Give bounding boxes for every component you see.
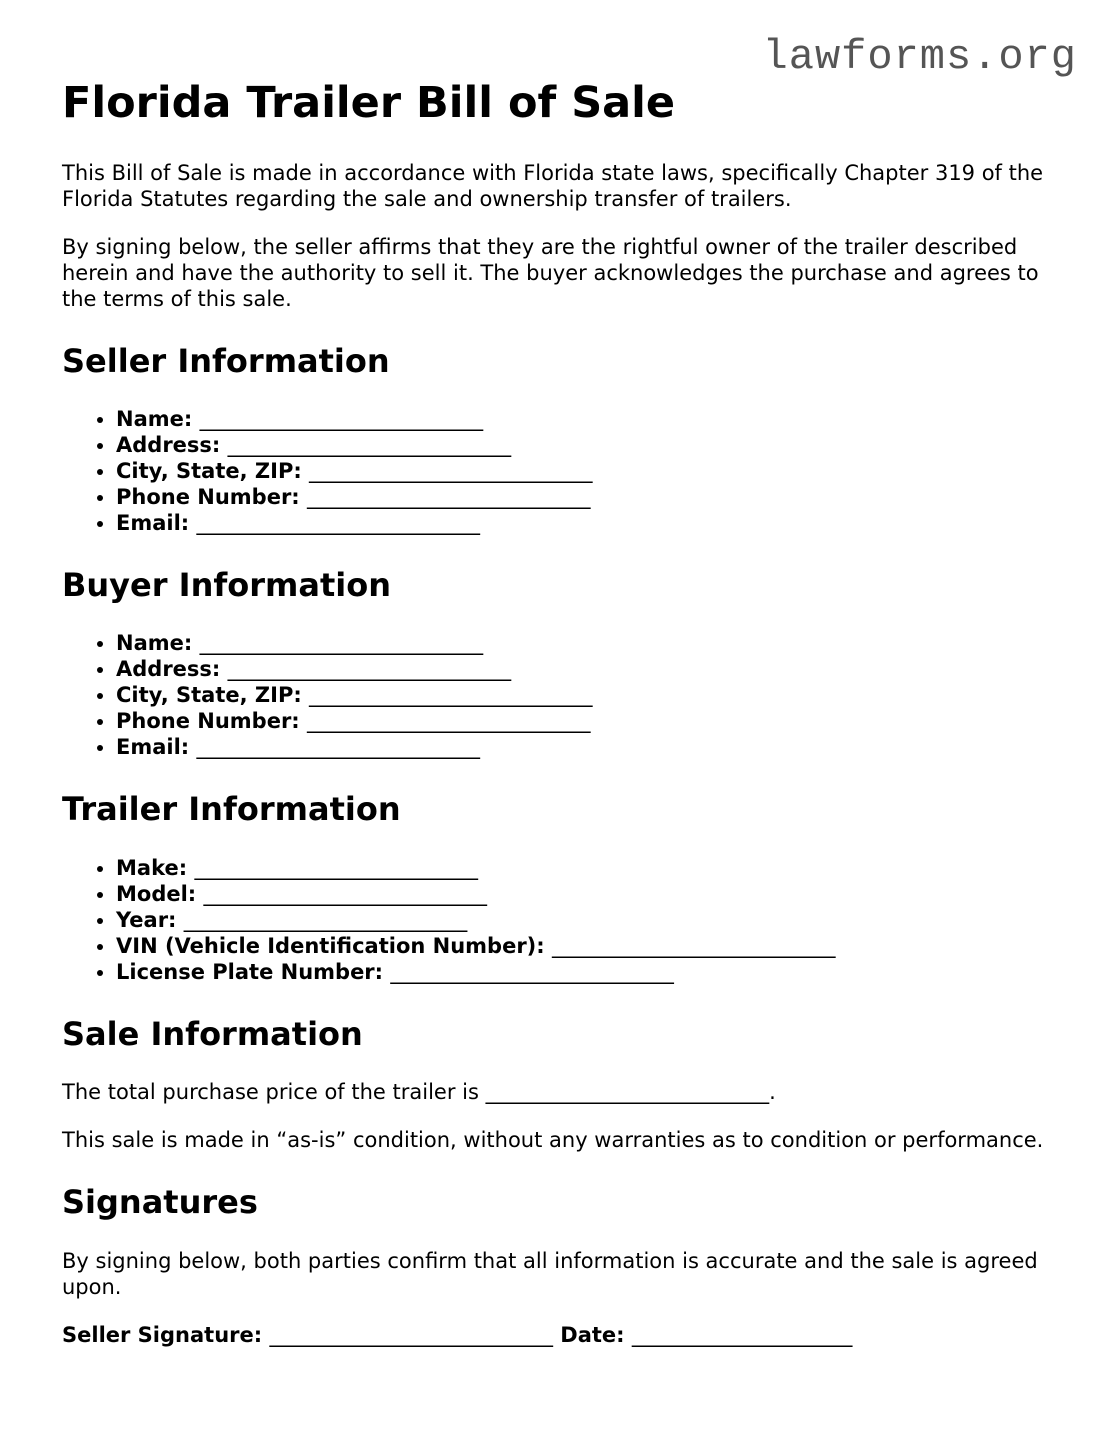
- trailer-model-field[interactable]: • Model: ___________________________: [116, 881, 1052, 907]
- seller-signature-blank[interactable]: ___________________________: [269, 1322, 553, 1347]
- seller-signature-label: Seller Signature:: [62, 1322, 263, 1347]
- seller-city-state-zip-field[interactable]: • City, State, ZIP: ___________________________: [116, 458, 1052, 484]
- seller-section-heading: Seller Information: [62, 341, 390, 380]
- trailer-section-heading: Trailer Information: [62, 790, 401, 829]
- trailer-vin-field[interactable]: • VIN (Vehicle Identification Number): ___________________________: [116, 933, 1052, 959]
- date-label: Date:: [560, 1322, 625, 1347]
- trailer-field-list: [62, 855, 1052, 985]
- date-blank[interactable]: _____________________: [631, 1322, 853, 1347]
- trailer-year-field[interactable]: • Year: ___________________________: [116, 907, 1052, 933]
- buyer-email-field[interactable]: • Email: ___________________________: [116, 734, 1052, 760]
- document-title: Florida Trailer Bill of Sale: [62, 78, 676, 128]
- seller-phone-field[interactable]: • Phone Number: ___________________________: [116, 484, 1052, 510]
- buyer-name-field[interactable]: • Name: ___________________________: [116, 630, 1052, 656]
- buyer-section-heading: Buyer Information: [62, 565, 391, 604]
- trailer-make-field[interactable]: • Make: ___________________________: [116, 855, 1052, 881]
- sale-section-heading: Sale Information: [62, 1014, 363, 1053]
- as-is-paragraph: This sale is made in “as-is” condition, without any warranties as to condition or performance.: [62, 1128, 1044, 1153]
- purchase-price-field[interactable]: The total purchase price of the trailer is ___________________________.: [62, 1080, 776, 1105]
- intro-paragraph-1: This Bill of Sale is made in accordance with Florida state laws, specifically Chapter 319 of the Florida Statutes regarding the sale and ownership transfer of trailers.: [62, 160, 1044, 211]
- seller-name-field[interactable]: • Name: ___________________________: [116, 406, 1052, 432]
- seller-field-list: [62, 406, 1052, 536]
- buyer-city-state-zip-field[interactable]: • City, State, ZIP: ___________________________: [116, 682, 1052, 708]
- intro-paragraph-2: By signing below, the seller affirms that they are the rightful owner of the trailer described herein and have the authority to sell it. The buyer acknowledges the purchase and agrees to the terms of this sale.: [62, 234, 1039, 311]
- signatures-section-heading: Signatures: [62, 1183, 258, 1222]
- seller-signature-line[interactable]: [62, 1322, 1052, 1348]
- watermark-logo: lawforms.org: [762, 33, 1077, 81]
- seller-email-field[interactable]: • Email: ___________________________: [116, 510, 1052, 536]
- buyer-address-field[interactable]: • Address: ___________________________: [116, 656, 1052, 682]
- buyer-phone-field[interactable]: • Phone Number: ___________________________: [116, 708, 1052, 734]
- document-body: [62, 78, 1052, 1348]
- signatures-paragraph: By signing below, both parties confirm that all information is accurate and the sale is agreed upon.: [62, 1248, 1038, 1299]
- seller-address-field[interactable]: • Address: ___________________________: [116, 432, 1052, 458]
- trailer-license-plate-field[interactable]: • License Plate Number: ___________________________: [116, 959, 1052, 985]
- buyer-field-list: [62, 630, 1052, 760]
